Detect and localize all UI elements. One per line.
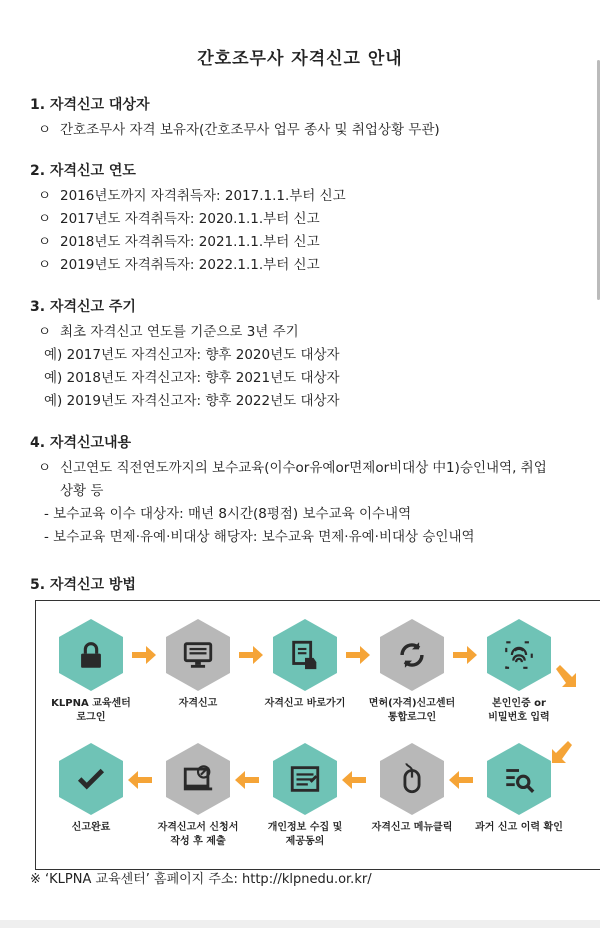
step-4: 면허(자격)신고센터 통합로그인 (362, 619, 462, 725)
step-1: KLPNA 교육센터 로그인 (41, 619, 141, 725)
section-4-heading: 4. 자격신고내용 (30, 435, 132, 451)
step-7: 자격신고 메뉴클릭 (362, 743, 462, 835)
monitor-icon (166, 619, 230, 691)
step-9: 자격신고서 신청서 작성 후 제출 (148, 743, 248, 849)
check-icon (59, 743, 123, 815)
section-2-line: ㅇ 2016년도까지 자격취득자: 2017.1.1.부터 신고 (38, 188, 346, 204)
process-diagram (35, 600, 600, 870)
document-hand-icon (273, 619, 337, 691)
step-3: 자격신고 바로가기 (255, 619, 355, 711)
fingerprint-icon (487, 619, 551, 691)
section-2-line: ㅇ 2019년도 자격취득자: 2022.1.1.부터 신고 (38, 257, 320, 273)
lock-icon (59, 619, 123, 691)
section-4-bullet-cont: 상황 등 (60, 483, 104, 499)
section-2-heading: 2. 자격신고 연도 (30, 163, 136, 179)
section-3-example: 예) 2018년도 자격신고자: 향후 2021년도 대상자 (44, 370, 340, 386)
section-1-heading: 1. 자격신고 대상자 (30, 97, 150, 113)
section-3-example: 예) 2019년도 자격신고자: 향후 2022년도 대상자 (44, 393, 340, 409)
section-4-dash: - 보수교육 면제·유예·비대상 해당자: 보수교육 면제·유예·비대상 승인내역 (44, 529, 475, 545)
step-5: 본인인증 or 비밀번호 입력 (469, 619, 569, 725)
refresh-icon (380, 619, 444, 691)
bottom-bar (0, 920, 600, 928)
submit-icon (166, 743, 230, 815)
page-title: 간호조무사 자격신고 안내 (197, 49, 403, 69)
section-3-example: 예) 2017년도 자격신고자: 향후 2020년도 대상자 (44, 347, 340, 363)
section-1-line: ㅇ 간호조무사 자격 보유자(간호조무사 업무 종사 및 취업상황 무관) (38, 122, 440, 138)
search-list-icon (487, 743, 551, 815)
section-4-bullet: ㅇ 신고연도 직전연도까지의 보수교육(이수or유예or면제or비대상 中1)승인내역, 취업 (38, 460, 547, 476)
section-4-dash: - 보수교육 이수 대상자: 매년 8시간(8평점) 보수교육 이수내역 (44, 506, 412, 522)
section-2-line: ㅇ 2018년도 자격취득자: 2021.1.1.부터 신고 (38, 234, 320, 250)
section-5-heading: 5. 자격신고 방법 (30, 577, 136, 593)
footer-note: ※ ‘KLPNA 교육센터’ 홈페이지 주소: http://klpnedu.or.kr/ (30, 872, 372, 887)
section-3-heading: 3. 자격신고 주기 (30, 299, 136, 315)
section-3-bullet: ㅇ 최초 자격신고 연도를 기준으로 3년 주기 (38, 324, 299, 340)
step-8: 개인정보 수집 및 제공동의 (255, 743, 355, 849)
form-icon (273, 743, 337, 815)
step-2: 자격신고 (148, 619, 248, 711)
step-10: 신고완료 (41, 743, 141, 835)
step-6: 과거 신고 이력 확인 (469, 743, 569, 835)
section-2-line: ㅇ 2017년도 자격취득자: 2020.1.1.부터 신고 (38, 211, 320, 227)
arrow-down-right-icon (554, 663, 580, 689)
mouse-icon (380, 743, 444, 815)
